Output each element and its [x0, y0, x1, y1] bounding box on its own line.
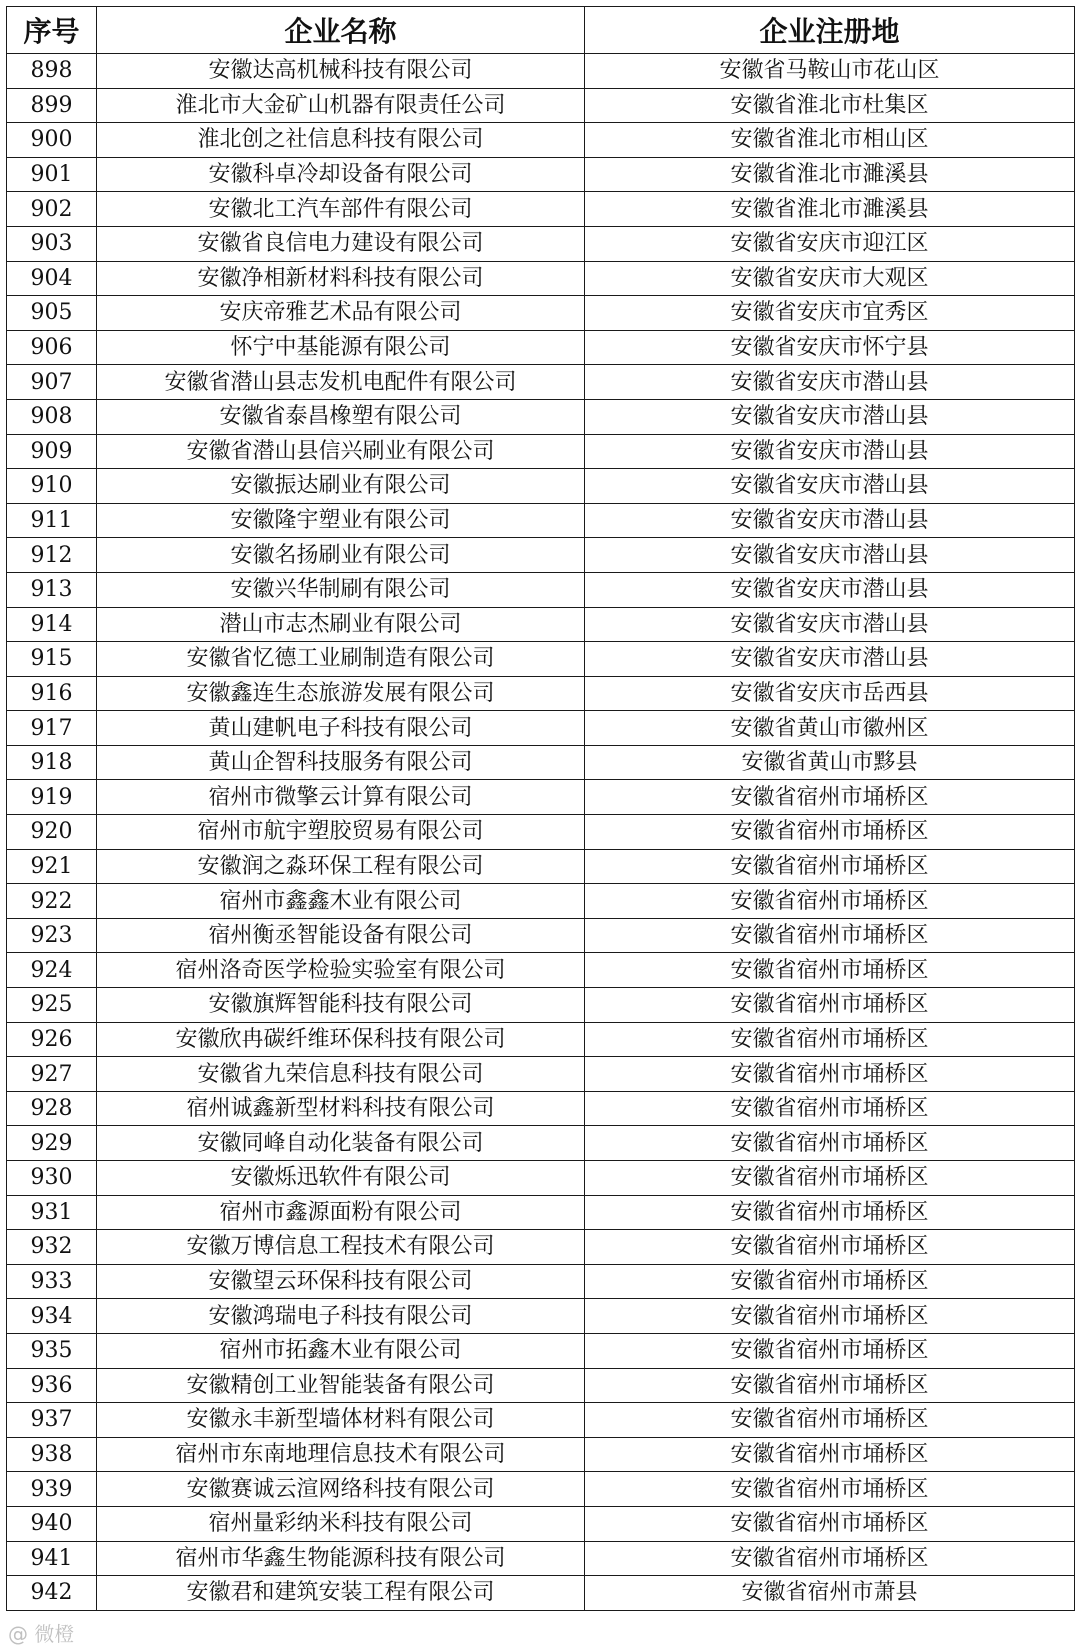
cell-registered-location: 安徽省安庆市岳西县 — [585, 676, 1075, 711]
cell-registered-location: 安徽省宿州市萧县 — [585, 1576, 1075, 1611]
cell-index: 927 — [7, 1057, 97, 1092]
cell-index: 921 — [7, 849, 97, 884]
cell-index: 924 — [7, 953, 97, 988]
table-row — [7, 296, 1075, 331]
table-row — [7, 261, 1075, 296]
cell-index: 932 — [7, 1230, 97, 1265]
table-row — [7, 1333, 1075, 1368]
cell-index: 911 — [7, 503, 97, 538]
cell-registered-location: 安徽省淮北市濉溪县 — [585, 157, 1075, 192]
cell-registered-location: 安徽省淮北市相山区 — [585, 123, 1075, 158]
header-row — [7, 7, 1075, 54]
cell-enterprise-name: 安徽北工汽车部件有限公司 — [97, 192, 585, 227]
cell-registered-location: 安徽省宿州市埇桥区 — [585, 1299, 1075, 1334]
table-row — [7, 1126, 1075, 1161]
cell-enterprise-name: 安徽鸿瑞电子科技有限公司 — [97, 1299, 585, 1334]
cell-registered-location: 安徽省安庆市潜山县 — [585, 503, 1075, 538]
cell-index: 902 — [7, 192, 97, 227]
cell-index: 914 — [7, 607, 97, 642]
cell-enterprise-name: 宿州市鑫源面粉有限公司 — [97, 1195, 585, 1230]
cell-registered-location: 安徽省安庆市潜山县 — [585, 607, 1075, 642]
cell-registered-location: 安徽省宿州市埇桥区 — [585, 1195, 1075, 1230]
cell-index: 904 — [7, 261, 97, 296]
cell-index: 906 — [7, 330, 97, 365]
cell-enterprise-name: 宿州诚鑫新型材料科技有限公司 — [97, 1091, 585, 1126]
cell-enterprise-name: 宿州市微擎云计算有限公司 — [97, 780, 585, 815]
cell-registered-location: 安徽省宿州市埇桥区 — [585, 918, 1075, 953]
cell-enterprise-name: 安徽欣冉碳纤维环保科技有限公司 — [97, 1022, 585, 1057]
table-row — [7, 365, 1075, 400]
table-body — [7, 54, 1075, 1611]
table-row — [7, 399, 1075, 434]
cell-enterprise-name: 安徽省潜山县信兴刷业有限公司 — [97, 434, 585, 469]
cell-registered-location: 安徽省马鞍山市花山区 — [585, 54, 1075, 89]
header-index: 序号 — [7, 7, 97, 54]
table-row — [7, 1022, 1075, 1057]
cell-index: 929 — [7, 1126, 97, 1161]
cell-registered-location: 安徽省安庆市怀宁县 — [585, 330, 1075, 365]
cell-enterprise-name: 宿州量彩纳米科技有限公司 — [97, 1506, 585, 1541]
cell-index: 937 — [7, 1403, 97, 1438]
cell-enterprise-name: 宿州洛奇医学检验实验室有限公司 — [97, 953, 585, 988]
table-row — [7, 1368, 1075, 1403]
cell-registered-location: 安徽省宿州市埇桥区 — [585, 1057, 1075, 1092]
cell-registered-location: 安徽省宿州市埇桥区 — [585, 1126, 1075, 1161]
cell-index: 903 — [7, 226, 97, 261]
cell-index: 917 — [7, 711, 97, 746]
table-row — [7, 1299, 1075, 1334]
cell-enterprise-name: 安徽万博信息工程技术有限公司 — [97, 1230, 585, 1265]
cell-registered-location: 安徽省安庆市潜山县 — [585, 399, 1075, 434]
cell-enterprise-name: 安徽旗辉智能科技有限公司 — [97, 988, 585, 1023]
cell-enterprise-name: 安徽净相新材料科技有限公司 — [97, 261, 585, 296]
cell-registered-location: 安徽省宿州市埇桥区 — [585, 1022, 1075, 1057]
cell-index: 916 — [7, 676, 97, 711]
cell-registered-location: 安徽省宿州市埇桥区 — [585, 953, 1075, 988]
cell-registered-location: 安徽省安庆市潜山县 — [585, 642, 1075, 677]
cell-enterprise-name: 宿州市航宇塑胶贸易有限公司 — [97, 815, 585, 850]
table-row — [7, 1161, 1075, 1196]
cell-index: 925 — [7, 988, 97, 1023]
cell-index: 930 — [7, 1161, 97, 1196]
cell-index: 918 — [7, 745, 97, 780]
cell-registered-location: 安徽省安庆市潜山县 — [585, 365, 1075, 400]
cell-registered-location: 安徽省安庆市迎江区 — [585, 226, 1075, 261]
table-header — [7, 7, 1075, 54]
cell-enterprise-name: 安徽省良信电力建设有限公司 — [97, 226, 585, 261]
cell-enterprise-name: 安徽永丰新型墙体材料有限公司 — [97, 1403, 585, 1438]
cell-index: 908 — [7, 399, 97, 434]
cell-enterprise-name: 潜山市志杰刷业有限公司 — [97, 607, 585, 642]
cell-registered-location: 安徽省淮北市杜集区 — [585, 88, 1075, 123]
cell-registered-location: 安徽省宿州市埇桥区 — [585, 1161, 1075, 1196]
cell-enterprise-name: 安徽润之淼环保工程有限公司 — [97, 849, 585, 884]
table-row — [7, 434, 1075, 469]
cell-index: 939 — [7, 1472, 97, 1507]
table-row — [7, 1437, 1075, 1472]
table-row — [7, 1230, 1075, 1265]
cell-registered-location: 安徽省宿州市埇桥区 — [585, 1333, 1075, 1368]
cell-index: 905 — [7, 296, 97, 331]
header-registered-location: 企业注册地 — [585, 7, 1075, 54]
cell-enterprise-name: 宿州市华鑫生物能源科技有限公司 — [97, 1541, 585, 1576]
cell-index: 934 — [7, 1299, 97, 1334]
cell-registered-location: 安徽省安庆市宜秀区 — [585, 296, 1075, 331]
table-row — [7, 676, 1075, 711]
table-row — [7, 1576, 1075, 1611]
table-row — [7, 780, 1075, 815]
cell-registered-location: 安徽省宿州市埇桥区 — [585, 1437, 1075, 1472]
enterprise-table — [6, 6, 1075, 1611]
cell-registered-location: 安徽省宿州市埇桥区 — [585, 1403, 1075, 1438]
table-row — [7, 1506, 1075, 1541]
cell-index: 942 — [7, 1576, 97, 1611]
cell-enterprise-name: 安徽君和建筑安装工程有限公司 — [97, 1576, 585, 1611]
cell-index: 898 — [7, 54, 97, 89]
table-row — [7, 1195, 1075, 1230]
cell-registered-location: 安徽省宿州市埇桥区 — [585, 1264, 1075, 1299]
cell-enterprise-name: 安徽鑫连生态旅游发展有限公司 — [97, 676, 585, 711]
table-row — [7, 469, 1075, 504]
table-row — [7, 330, 1075, 365]
cell-index: 941 — [7, 1541, 97, 1576]
cell-index: 923 — [7, 918, 97, 953]
table-row — [7, 538, 1075, 573]
table-row — [7, 1091, 1075, 1126]
cell-index: 912 — [7, 538, 97, 573]
table-row — [7, 54, 1075, 89]
table-row — [7, 607, 1075, 642]
cell-enterprise-name: 安徽省九荣信息科技有限公司 — [97, 1057, 585, 1092]
table-row — [7, 884, 1075, 919]
cell-index: 901 — [7, 157, 97, 192]
cell-index: 926 — [7, 1022, 97, 1057]
cell-enterprise-name: 宿州衡丞智能设备有限公司 — [97, 918, 585, 953]
table-row — [7, 918, 1075, 953]
cell-enterprise-name: 安徽望云环保科技有限公司 — [97, 1264, 585, 1299]
cell-registered-location: 安徽省宿州市埇桥区 — [585, 1368, 1075, 1403]
cell-enterprise-name: 淮北创之社信息科技有限公司 — [97, 123, 585, 158]
cell-index: 899 — [7, 88, 97, 123]
cell-registered-location: 安徽省宿州市埇桥区 — [585, 1230, 1075, 1265]
table-row — [7, 1403, 1075, 1438]
cell-registered-location: 安徽省安庆市大观区 — [585, 261, 1075, 296]
table-row — [7, 157, 1075, 192]
cell-index: 938 — [7, 1437, 97, 1472]
table-row — [7, 123, 1075, 158]
cell-enterprise-name: 宿州市东南地理信息技术有限公司 — [97, 1437, 585, 1472]
cell-enterprise-name: 宿州市鑫鑫木业有限公司 — [97, 884, 585, 919]
cell-enterprise-name: 怀宁中基能源有限公司 — [97, 330, 585, 365]
table-row — [7, 953, 1075, 988]
cell-index: 935 — [7, 1333, 97, 1368]
cell-enterprise-name: 安庆帝雅艺术品有限公司 — [97, 296, 585, 331]
table-row — [7, 849, 1075, 884]
cell-enterprise-name: 宿州市拓鑫木业有限公司 — [97, 1333, 585, 1368]
cell-registered-location: 安徽省淮北市濉溪县 — [585, 192, 1075, 227]
cell-index: 907 — [7, 365, 97, 400]
cell-index: 910 — [7, 469, 97, 504]
cell-enterprise-name: 安徽省忆德工业刷制造有限公司 — [97, 642, 585, 677]
cell-index: 936 — [7, 1368, 97, 1403]
cell-index: 920 — [7, 815, 97, 850]
cell-enterprise-name: 安徽赛诚云渲网络科技有限公司 — [97, 1472, 585, 1507]
table-row — [7, 815, 1075, 850]
cell-enterprise-name: 安徽振达刷业有限公司 — [97, 469, 585, 504]
table-row — [7, 88, 1075, 123]
cell-registered-location: 安徽省宿州市埇桥区 — [585, 849, 1075, 884]
cell-registered-location: 安徽省宿州市埇桥区 — [585, 815, 1075, 850]
cell-registered-location: 安徽省黄山市徽州区 — [585, 711, 1075, 746]
table-row — [7, 988, 1075, 1023]
cell-index: 933 — [7, 1264, 97, 1299]
cell-enterprise-name: 安徽名扬刷业有限公司 — [97, 538, 585, 573]
table-row — [7, 503, 1075, 538]
cell-enterprise-name: 安徽科卓冷却设备有限公司 — [97, 157, 585, 192]
cell-registered-location: 安徽省宿州市埇桥区 — [585, 780, 1075, 815]
watermark: @ 微橙 — [8, 1622, 75, 1646]
cell-registered-location: 安徽省黄山市黟县 — [585, 745, 1075, 780]
table-row — [7, 192, 1075, 227]
cell-registered-location: 安徽省宿州市埇桥区 — [585, 1472, 1075, 1507]
table-row — [7, 1541, 1075, 1576]
cell-enterprise-name: 安徽省潜山县志发机电配件有限公司 — [97, 365, 585, 400]
table-row — [7, 642, 1075, 677]
header-enterprise-name: 企业名称 — [97, 7, 585, 54]
table-row — [7, 226, 1075, 261]
table-row — [7, 572, 1075, 607]
table-row — [7, 711, 1075, 746]
cell-registered-location: 安徽省宿州市埇桥区 — [585, 988, 1075, 1023]
table-row — [7, 745, 1075, 780]
cell-enterprise-name: 安徽精创工业智能装备有限公司 — [97, 1368, 585, 1403]
cell-enterprise-name: 黄山建帆电子科技有限公司 — [97, 711, 585, 746]
cell-registered-location: 安徽省宿州市埇桥区 — [585, 884, 1075, 919]
cell-registered-location: 安徽省宿州市埇桥区 — [585, 1506, 1075, 1541]
cell-index: 915 — [7, 642, 97, 677]
table-row — [7, 1264, 1075, 1299]
table-row — [7, 1057, 1075, 1092]
cell-enterprise-name: 黄山企智科技服务有限公司 — [97, 745, 585, 780]
cell-index: 940 — [7, 1506, 97, 1541]
cell-registered-location: 安徽省宿州市埇桥区 — [585, 1091, 1075, 1126]
cell-index: 900 — [7, 123, 97, 158]
cell-enterprise-name: 安徽隆宇塑业有限公司 — [97, 503, 585, 538]
cell-enterprise-name: 安徽兴华制刷有限公司 — [97, 572, 585, 607]
cell-index: 931 — [7, 1195, 97, 1230]
cell-index: 909 — [7, 434, 97, 469]
cell-registered-location: 安徽省安庆市潜山县 — [585, 469, 1075, 504]
table-row — [7, 1472, 1075, 1507]
cell-index: 919 — [7, 780, 97, 815]
cell-enterprise-name: 安徽省泰昌橡塑有限公司 — [97, 399, 585, 434]
cell-enterprise-name: 淮北市大金矿山机器有限责任公司 — [97, 88, 585, 123]
cell-enterprise-name: 安徽达高机械科技有限公司 — [97, 54, 585, 89]
cell-index: 928 — [7, 1091, 97, 1126]
cell-index: 913 — [7, 572, 97, 607]
cell-enterprise-name: 安徽烁迅软件有限公司 — [97, 1161, 585, 1196]
cell-registered-location: 安徽省安庆市潜山县 — [585, 538, 1075, 573]
cell-registered-location: 安徽省宿州市埇桥区 — [585, 1541, 1075, 1576]
cell-registered-location: 安徽省安庆市潜山县 — [585, 572, 1075, 607]
cell-index: 922 — [7, 884, 97, 919]
cell-enterprise-name: 安徽同峰自动化装备有限公司 — [97, 1126, 585, 1161]
cell-registered-location: 安徽省安庆市潜山县 — [585, 434, 1075, 469]
